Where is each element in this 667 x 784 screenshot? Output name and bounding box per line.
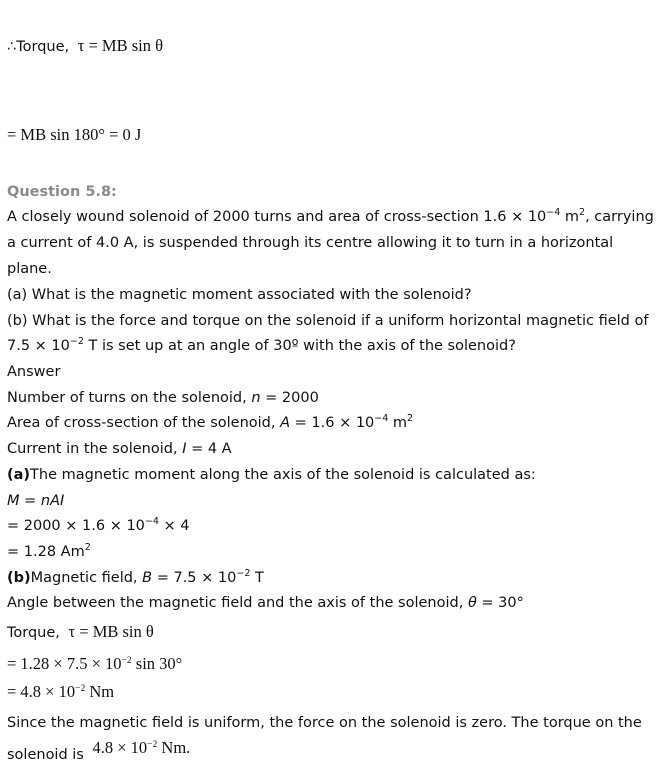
moment-equation — [7, 492, 64, 510]
exponent: −4 — [546, 207, 561, 218]
current-variable: I — [182, 441, 187, 457]
turns-value: = 2000 — [260, 390, 319, 406]
moment-variable: M — [7, 493, 20, 509]
question-line-1 — [7, 208, 654, 226]
equals: = — [19, 493, 41, 509]
moment-calc-tail: × 4 — [158, 518, 190, 534]
answer-label: Answer — [7, 364, 61, 380]
torque-result — [7, 683, 114, 701]
torque-label: Torque, — [7, 625, 60, 641]
conclusion-line-2 — [7, 738, 191, 764]
angle-line — [7, 594, 524, 612]
question-line-3: plane. — [7, 261, 52, 277]
exponent: −2 — [147, 740, 158, 750]
field-variable: B — [142, 570, 153, 586]
final-torque-number: 4.8 × 10 — [92, 738, 148, 757]
torque-line — [7, 623, 154, 642]
area-variable: A — [280, 415, 291, 431]
conclusion-line-1: Since the magnetic field is uniform, the force on the solenoid is zero. The torque on the — [7, 715, 642, 731]
question-part-b-tail: T is set up at an angle of 30º with the axis of the solenoid? — [83, 338, 516, 354]
field-value: = 7.5 × 10 — [152, 570, 237, 586]
exponent: −4 — [374, 413, 389, 424]
part-a-line — [7, 466, 536, 484]
question-part-b-line-2 — [7, 337, 516, 355]
current-label: Current in the solenoid, — [7, 441, 183, 457]
unit: Nm — [85, 682, 115, 701]
angle-label: Angle between the magnetic field and the axis of the solenoid, — [7, 595, 468, 611]
torque-prefix: ∴Torque, — [7, 39, 70, 55]
part-a-text: The magnetic moment along the axis of the solenoid is calculated as: — [30, 467, 536, 483]
question-line-1-text: A closely wound solenoid of 2000 turns and area of cross-section 1.6 × 10 — [7, 209, 547, 225]
question-title: Question 5.8: — [7, 184, 117, 200]
zero-work-equation: = MB sin 180° = 0 J — [7, 125, 142, 144]
exponent: −2 — [236, 568, 251, 579]
exponent: 2 — [579, 207, 586, 218]
torque-equation: τ = MB sin θ — [68, 622, 154, 641]
moment-formula: nAI — [40, 493, 65, 509]
moment-calc-text: = 2000 × 1.6 × 10 — [7, 518, 145, 534]
turns-label: Number of turns on the solenoid, — [7, 390, 252, 406]
turns-variable: n — [251, 390, 261, 406]
torque-line-top — [7, 37, 163, 56]
question-part-b-line-1: (b) What is the force and torque on the solenoid if a uniform horizontal magnetic field of — [7, 313, 649, 329]
moment-result — [7, 543, 91, 561]
torque-calc-tail: sin 30° — [131, 654, 183, 673]
torque-calculation — [7, 655, 182, 673]
area-line — [7, 414, 413, 432]
moment-result-text: = 1.28 Am — [7, 544, 85, 560]
question-line-1-tail: , carrying — [585, 209, 654, 225]
angle-variable: θ — [467, 595, 477, 611]
exponent: −2 — [121, 656, 132, 666]
exponent: 2 — [407, 413, 414, 424]
torque-equation-top: τ = MB sin θ — [77, 36, 164, 55]
field-value: 7.5 × 10 — [7, 338, 70, 354]
unit: T — [250, 570, 264, 586]
exponent: −2 — [75, 684, 86, 694]
turns-line — [7, 389, 319, 407]
unit: m — [388, 415, 408, 431]
angle-value: = 30° — [476, 595, 524, 611]
exponent: −2 — [69, 336, 84, 347]
moment-calculation — [7, 517, 190, 535]
part-b-label: (b) — [7, 570, 31, 586]
current-line — [7, 440, 232, 458]
area-value: = 1.6 × 10 — [290, 415, 375, 431]
final-torque-value — [92, 738, 190, 757]
conclusion-text: solenoid is — [7, 747, 84, 763]
unit: Nm. — [157, 738, 191, 757]
exponent: −4 — [144, 516, 159, 527]
question-line-2: a current of 4.0 A, is suspended through its centre allowing it to turn in a horizontal — [7, 235, 614, 251]
torque-result-text: = 4.8 × 10 — [7, 682, 76, 701]
exponent: 2 — [84, 542, 91, 553]
part-b-line — [7, 569, 264, 587]
part-a-label: (a) — [7, 467, 31, 483]
field-label: Magnetic field, — [30, 570, 143, 586]
torque-calc-text: = 1.28 × 7.5 × 10 — [7, 654, 122, 673]
area-label: Area of cross-section of the solenoid, — [7, 415, 281, 431]
unit: m — [560, 209, 580, 225]
question-part-a: (a) What is the magnetic moment associated with the solenoid? — [7, 287, 472, 303]
current-value: = 4 A — [186, 441, 232, 457]
